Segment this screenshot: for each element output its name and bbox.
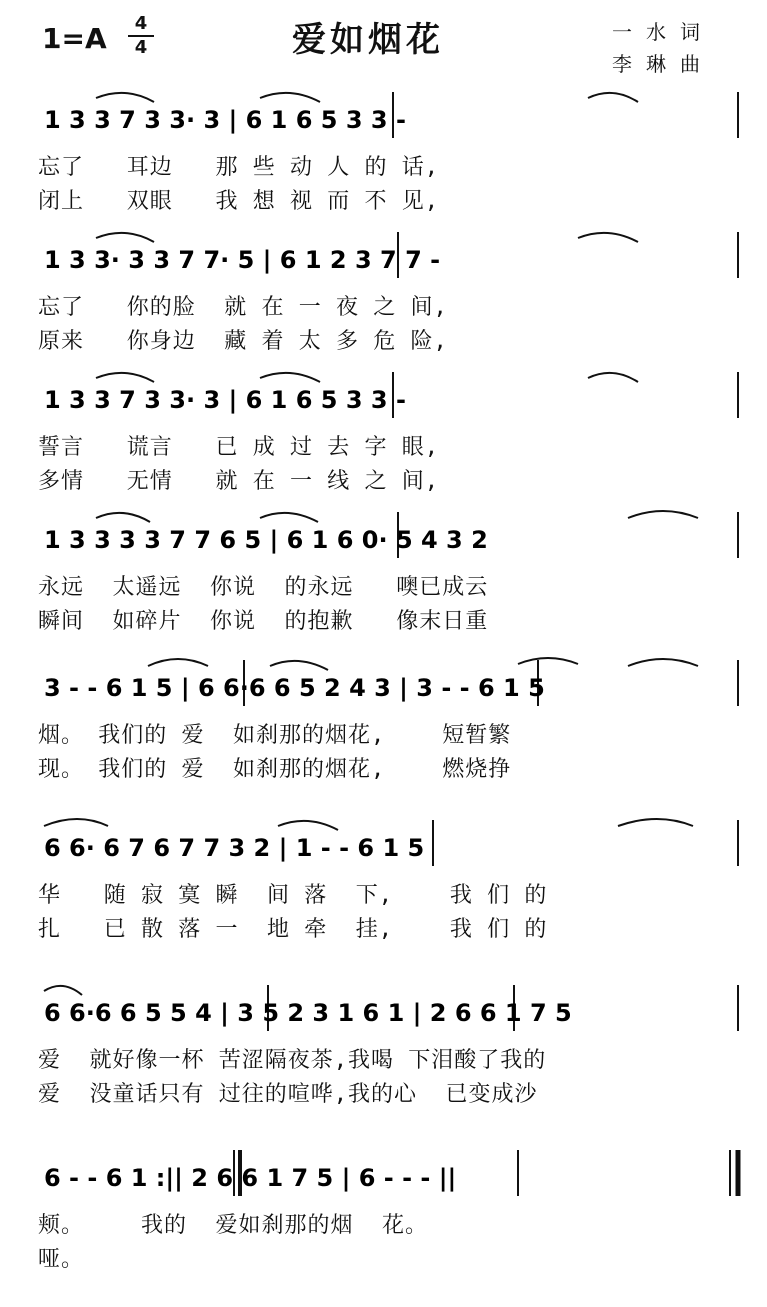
lyric-verse-2: 哑。	[38, 1247, 85, 1272]
notation-line	[38, 820, 748, 880]
score-system-6	[38, 820, 748, 950]
notation-line	[38, 660, 748, 720]
lyric-verse-1: 颊。 我的 爱如刹那的烟 花。	[38, 1213, 428, 1238]
notation-line	[38, 232, 748, 292]
notes-text: 1 3 3 7 3 3· 3 | 6 1 6 5 3 3 -	[44, 106, 406, 134]
time-signature-bottom: 4	[134, 37, 148, 58]
lyricist: 一水词	[612, 20, 714, 44]
lyric-verse-2: 现。 我们的 爱 如刹那的烟花, 燃烧挣	[38, 757, 512, 782]
song-title: 爱如烟花	[292, 20, 444, 60]
notes-text: 6 - - 6 1 :|| 2 6 6 1 7 5 | 6 - - - ||	[44, 1164, 457, 1192]
score-system-4	[38, 512, 748, 642]
notes-text: 6 6· 6 7 6 7 7 3 2 | 1 - - 6 1 5	[44, 834, 425, 862]
notes-text: 6 6·6 6 5 5 4 | 3 5 2 3 1 6 1 | 2 6 6 1 7 5	[44, 999, 572, 1027]
lyric-verse-2: 闭上 双眼 我 想 视 而 不 见,	[38, 189, 439, 214]
composer: 李琳曲	[612, 52, 714, 76]
notes-text: 1 3 3 7 3 3· 3 | 6 1 6 5 3 3 -	[44, 386, 406, 414]
score-system-3	[38, 372, 748, 502]
score-system-5	[38, 660, 748, 790]
notes-text: 1 3 3· 3 3 7 7· 5 | 6 1 2 3 7 7 -	[44, 246, 441, 274]
lyric-verse-1: 华 随 寂 寞 瞬 间 落 下, 我 们 的	[38, 883, 548, 908]
time-signature	[128, 14, 154, 58]
lyric-verse-2: 多情 无情 就 在 一 线 之 间,	[38, 469, 439, 494]
notation-line	[38, 92, 748, 152]
notation-line	[38, 985, 748, 1045]
notes-text: 3 - - 6 1 5 | 6 6·6 6 5 2 4 3 | 3 - - 6 1 5	[44, 674, 545, 702]
score-system-2	[38, 232, 748, 362]
score-system-7	[38, 985, 748, 1115]
lyric-verse-2: 扎 已 散 落 一 地 牵 挂, 我 们 的	[38, 917, 548, 942]
notes-text: 1 3 3 3 3 7 7 6 5 | 6 1 6 0· 5 4 3 2	[44, 526, 488, 554]
score-system-1	[38, 92, 748, 222]
lyric-verse-2: 原来 你身边 藏 着 太 多 危 险,	[38, 329, 448, 354]
notation-line	[38, 1150, 748, 1210]
lyric-verse-1: 誓言 谎言 已 成 过 去 字 眼,	[38, 435, 439, 460]
lyric-verse-1: 忘了 你的脸 就 在 一 夜 之 间,	[38, 295, 448, 320]
lyric-verse-1: 烟。 我们的 爱 如刹那的烟花, 短暂繁	[38, 723, 512, 748]
time-signature-top: 4	[134, 13, 148, 34]
lyric-verse-1: 忘了 耳边 那 些 动 人 的 话,	[38, 155, 439, 180]
key-signature: 1=A	[42, 22, 107, 55]
lyric-verse-2: 爱 没童话只有 过往的喧哗,我的心 已变成沙	[38, 1082, 538, 1107]
notation-line	[38, 512, 748, 572]
lyric-verse-1: 永远 太遥远 你说 的永远 噢已成云	[38, 575, 489, 600]
notation-line	[38, 372, 748, 432]
score-system-8	[38, 1150, 748, 1280]
lyric-verse-2: 瞬间 如碎片 你说 的抱歉 像末日重	[38, 609, 489, 634]
lyric-verse-1: 爱 就好像一杯 苦涩隔夜茶,我喝 下泪酸了我的	[38, 1048, 547, 1073]
